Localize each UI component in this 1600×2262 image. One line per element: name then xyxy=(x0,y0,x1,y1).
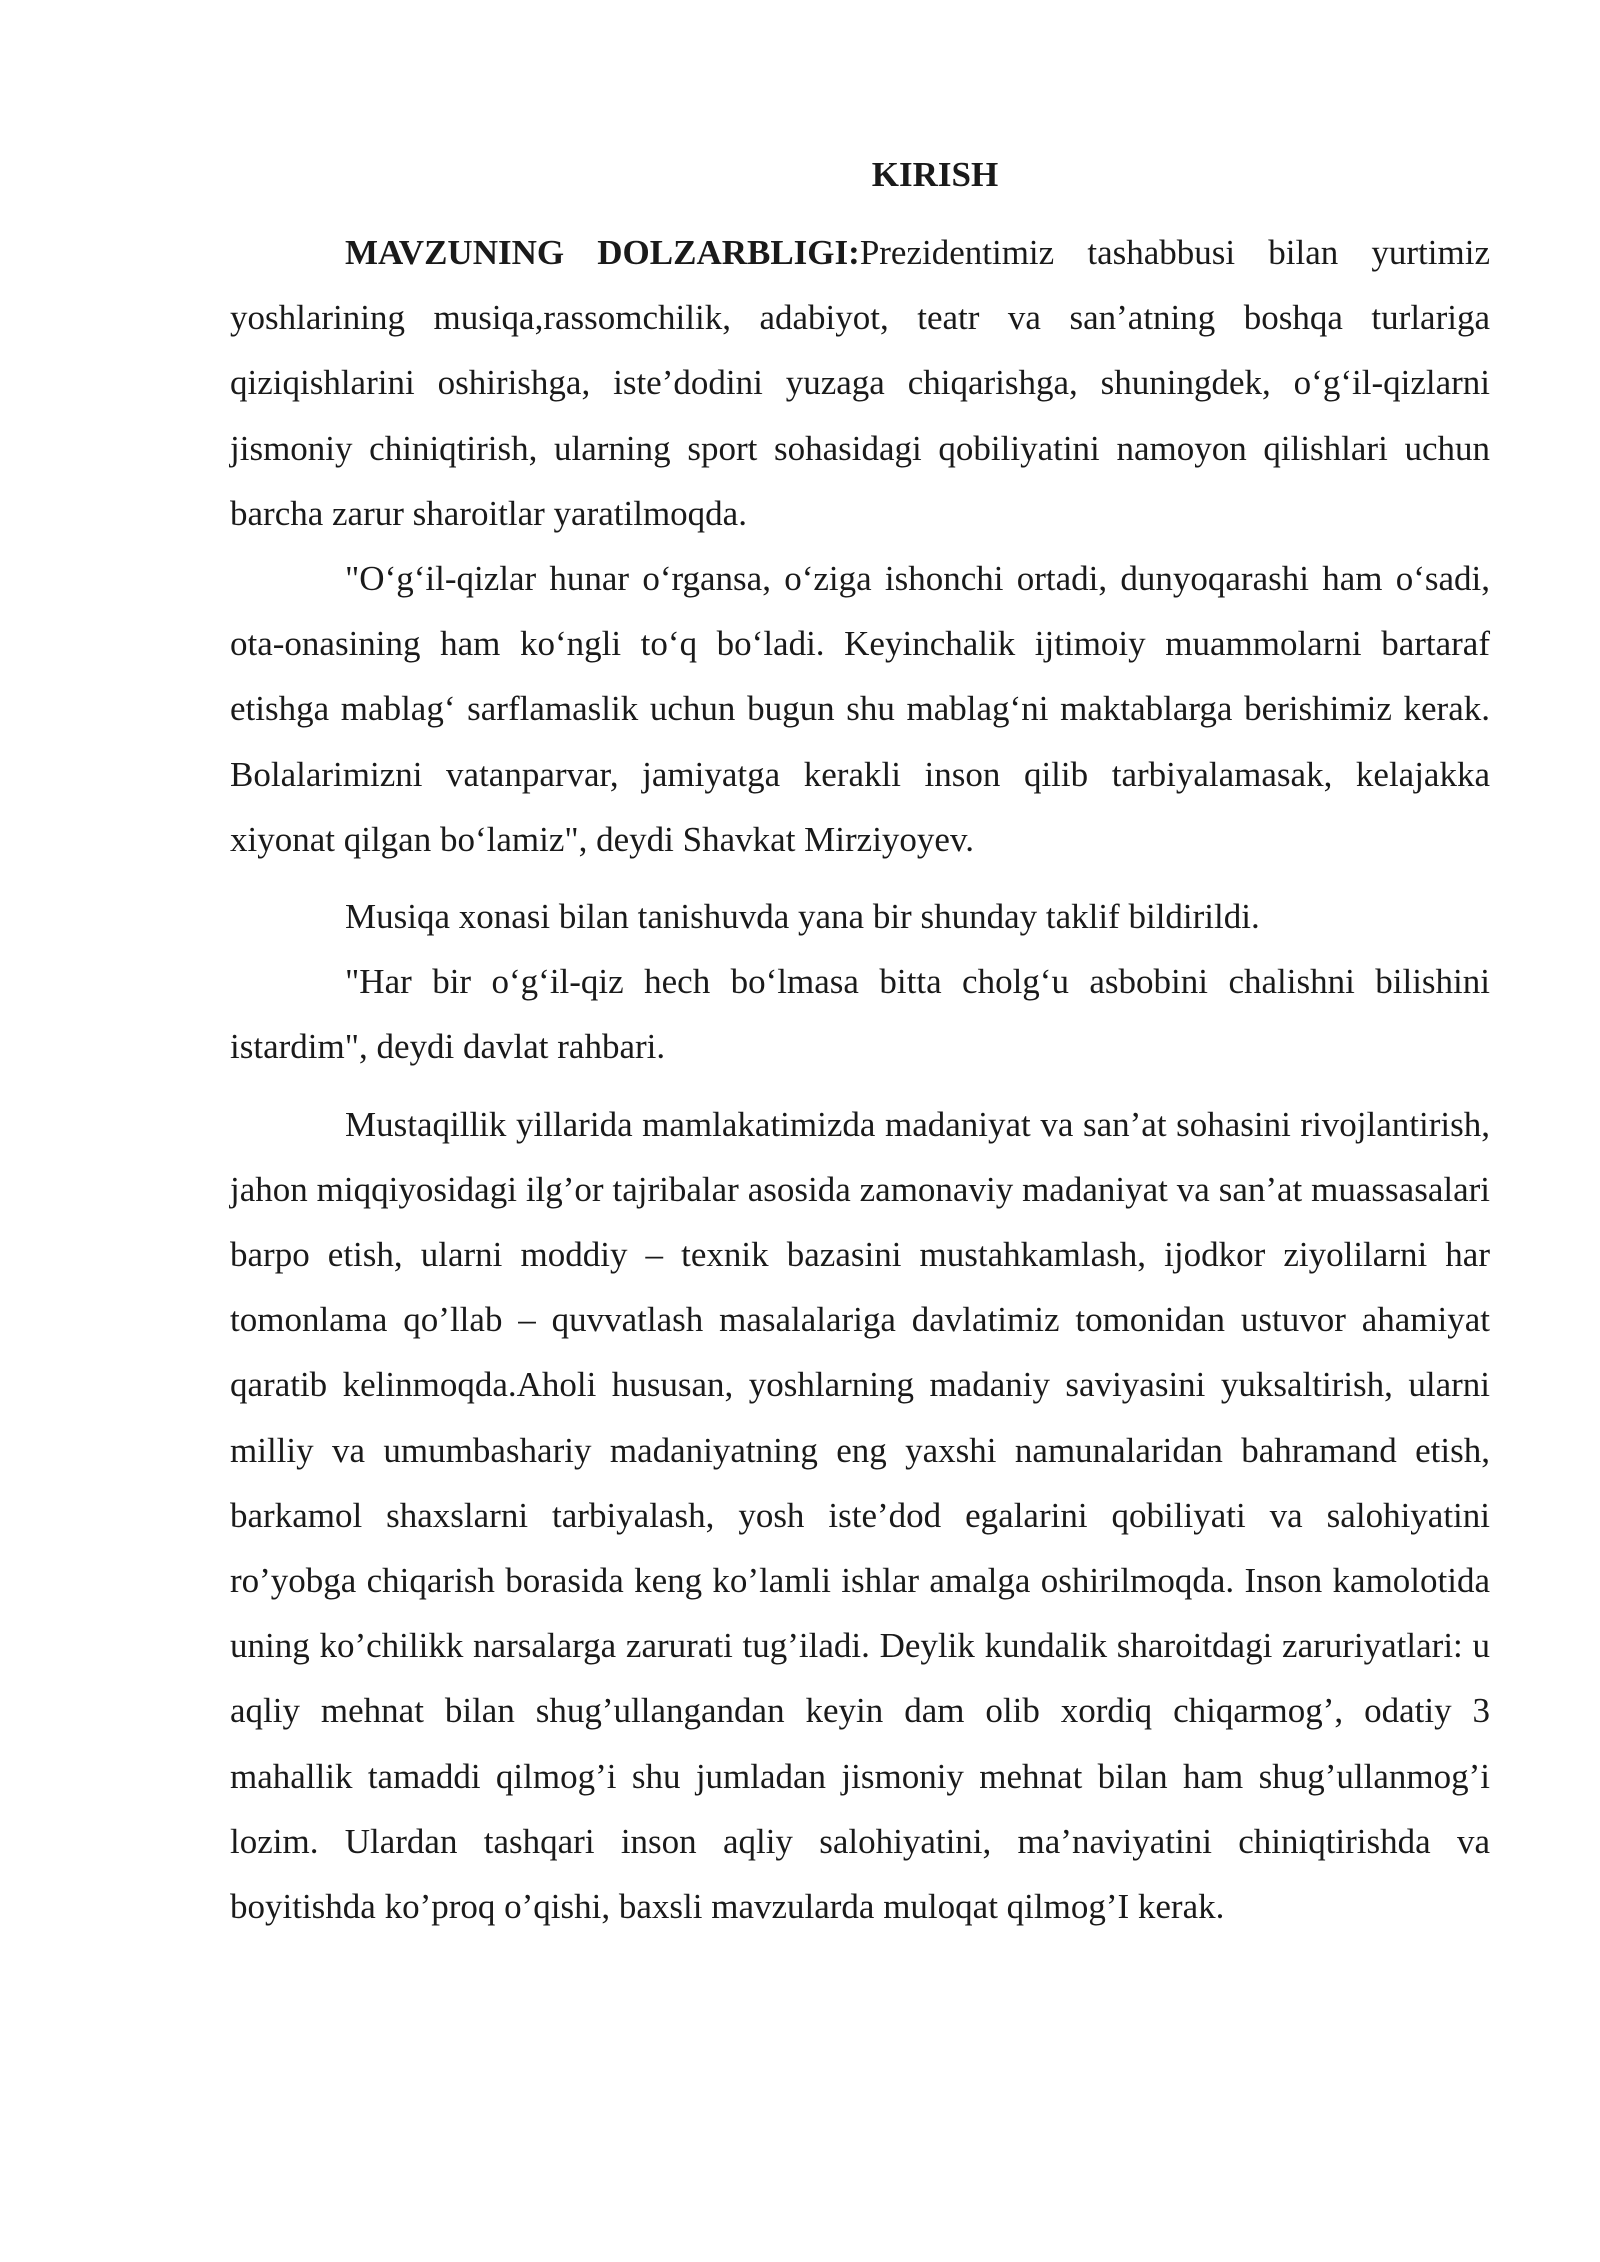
paragraph-music-room: Musiqa xonasi bilan tanishuvda yana bir shunday taklif bildirildi. xyxy=(345,897,1260,937)
paragraph-text: Prezidentimiz tashabbusi bilan yurtimiz yoshlarining musiqa,rassomchilik, adabiyot, teatr va san’atning boshqa turlariga qiziqishlarini oshirishga, iste’dodini yuzaga chiqarishga, shuningdek, o‘g‘il-qizlarni jismoniy chiniqtirish, ularning sport sohasidagi qobiliyatini namoyon qilishlari uchun barcha zarur sharoitlar yaratilmoqda. xyxy=(230,233,1490,533)
paragraph-quote-2: "Har bir o‘g‘il-qiz hech bo‘lmasa bitta cholg‘u asbobini chalishni bilishini istardim", deydi davlat rahbari. xyxy=(230,962,1490,1067)
paragraph-quote-1: "O‘g‘il-qizlar hunar o‘rgansa, o‘ziga ishonchi ortadi, dunyoqarashi ham o‘sadi, ota-onasining ham ko‘ngli to‘q bo‘ladi. Keyinchalik ijtimoiy muammolarni bartaraf etishga mablag‘ sarflamaslik uchun bugun shu mablag‘ni maktablarga berishimiz kerak. Bolalarimizni vatanparvar, jamiyatga kerakli inson qilib tarbiyalamasak, kelajakka xiyonat qilgan bo‘lamiz", deydi Shavkat Mirziyoyev. xyxy=(230,559,1490,859)
document-body xyxy=(230,150,1490,1939)
section-heading: MAVZUNING DOLZARBLIGI: xyxy=(345,233,860,272)
page-title: KIRISH xyxy=(871,155,999,194)
paragraph-independence: Mustaqillik yillarida mamlakatimizda madaniyat va san’at sohasini rivojlantirish, jahon miqqiyosidagi ilg’or tajribalar asosida zamonaviy madaniyat va san’at muassasalari barpo etish, ularni moddiy – texnik bazasini mustahkamlash, ijodkor ziyolilarni har tomonlama qo’llab – quvvatlash masalalariga davlatimiz tomonidan ustuvor ahamiyat qaratib kelinmoqda.Aholi hususan, yoshlarning madaniy saviyasini yuksaltirish, ularni milliy va umumbashariy madaniyatning eng yaxshi namunalaridan bahramand etish, barkamol shaxslarni tarbiyalash, yosh iste’dod egalarini qobiliyati va salohiyatini ro’yobga chiqarish borasida keng ko’lamli ishlar amalga oshirilmoqda. Inson kamolotida uning ko’chilikk narsalarga zarurati tug’iladi. Deylik kundalik sharoitdagi zaruriyatlari: u aqliy mehnat bilan shug’ullangandan keyin dam olib xordiq chiqarmog’, odatiy 3 mahallik tamaddi qilmog’i shu jumladan jismoniy mehnat bilan ham shug’ullanmog’i lozim. Ulardan tashqari inson aqliy salohiyatini, ma’naviyatini chiniqtirishda va boyitishda ko’proq o’qishi, baxsli mavzularda muloqat qilmog’I kerak. xyxy=(230,1104,1490,1927)
paragraph-relevance xyxy=(230,220,1490,546)
